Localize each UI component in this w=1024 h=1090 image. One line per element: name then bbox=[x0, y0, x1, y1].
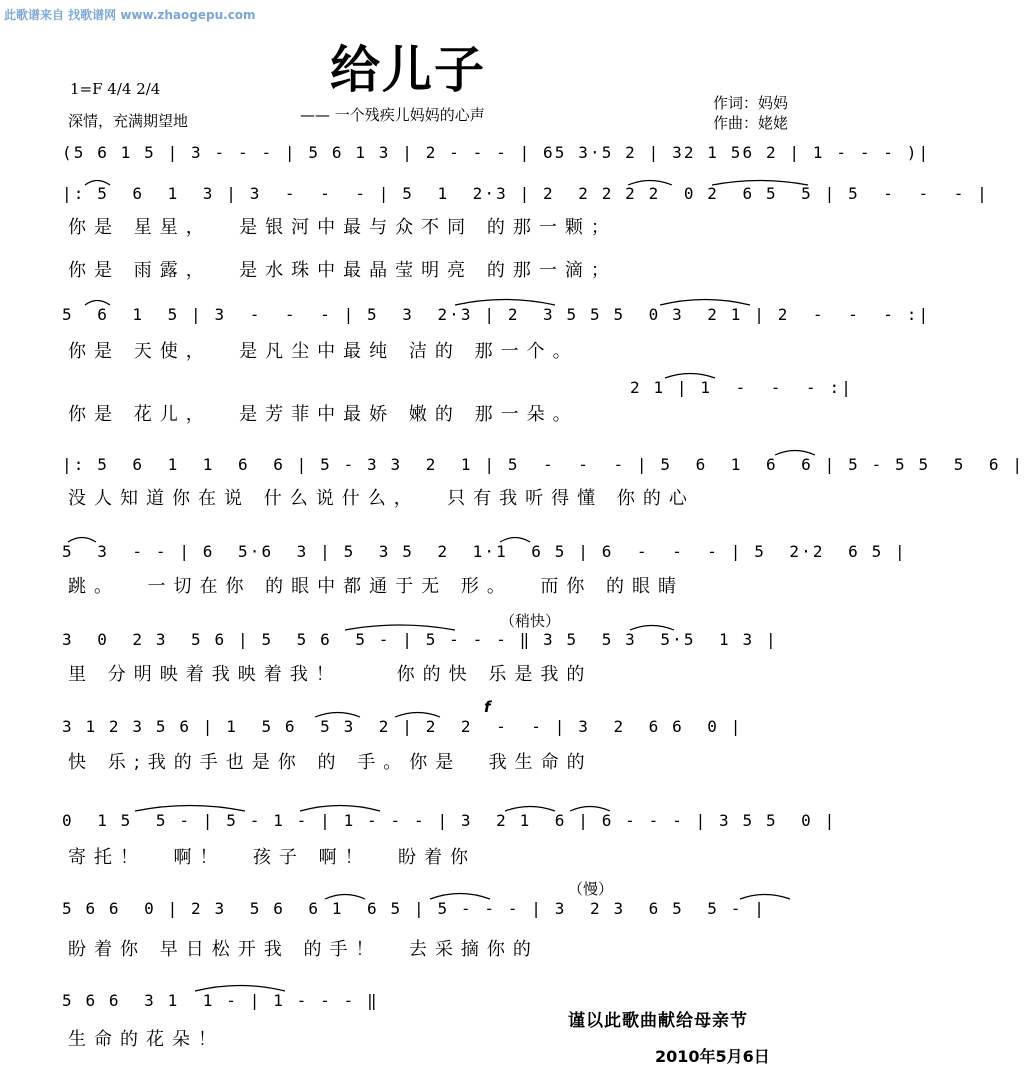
date: 2010年5月6日 bbox=[655, 1047, 770, 1066]
song-title: 给儿子 bbox=[330, 41, 486, 99]
lyric-line: 里 分明映着我映着我！ 你的快 乐是我的 bbox=[68, 664, 593, 685]
subtitle: —— 一个残疾儿妈妈的心声 bbox=[300, 106, 485, 124]
notation-row-intro: (5 6 1 5 | 3 - - - | 5 6 1 3 | 2 - - - | 65 3·5 2 | 32 1 56 2 | 1 - - - )| bbox=[62, 143, 931, 162]
lyric-line: 跳。 一切在你 的眼中都通于无 形。 而你 的眼睛 bbox=[68, 576, 685, 597]
notation-row-ending: 2 1 | 1 - - - :| bbox=[630, 378, 853, 397]
notation-row: 5 6 1 5 | 3 - - - | 5 3 2·3 | 2 3 5 5 5 0 3 2 1 | 2 - - - :| bbox=[62, 305, 931, 324]
notation-row: 5 6 6 0 | 2 3 5 6 6 1 6 5 | 5 - - - | 3 2 3 6 5 5 - | bbox=[62, 899, 766, 918]
lyric-line: 快 乐;我的手也是你 的 手。你是 我生命的 bbox=[68, 752, 593, 773]
notation-row: 3 1 2 3 5 6 | 1 5 6 5 3 2 | 2 2 - - | 3 2 6 6 0 | bbox=[62, 717, 743, 736]
notation-row: 5 3 - - | 6 5·6 3 | 5 3 5 2 1·1 6 5 | 6 - - - | 5 2·2 6 5 | bbox=[62, 542, 907, 561]
key-signature: 1=F 4/4 2/4 bbox=[70, 80, 161, 98]
dedication: 谨以此歌曲献给母亲节 bbox=[568, 1011, 748, 1031]
notation-row: 0 1 5 5 - | 5 - 1 - | 1 - - - | 3 2 1 6 | 6 - - - | 3 5 5 0 | bbox=[62, 811, 837, 830]
notation-row: |: 5 6 1 3 | 3 - - - | 5 1 2·3 | 2 2 2 2 2 0 2 6 5 5 | 5 - - - | bbox=[62, 184, 989, 203]
dynamic-forte: f bbox=[484, 698, 491, 716]
lyric-line: 你是 星星， 是银河中最与众不同 的那一颗； bbox=[68, 217, 617, 238]
lyric-line: 你是 雨露， 是水珠中最晶莹明亮 的那一滴； bbox=[68, 260, 617, 281]
lyric-line: 寄托！ 啊！ 孩子 啊！ 盼着你 bbox=[68, 847, 477, 868]
lyric-line: 生命的花朵！ bbox=[68, 1029, 224, 1050]
notation-row: 3 0 2 3 5 6 | 5 5 6 5 - | 5 - - - ‖ 3 5 5 3 5·5 1 3 | bbox=[62, 630, 778, 649]
tempo-mark-faster: （稍快） bbox=[500, 612, 561, 630]
composer-credit: 作曲：姥姥 bbox=[713, 114, 789, 132]
lyric-line: 你是 花儿， 是芳菲中最娇 嫩的 那一朵。 bbox=[68, 404, 579, 425]
watermark: 此歌谱来自 找歌谱网 www.zhaogepu.com bbox=[4, 8, 256, 22]
lyric-line: 没人知道你在说 什么说什么， 只有我听得懂 你的心 bbox=[68, 488, 695, 509]
tempo-mark-slower: （慢） bbox=[568, 880, 614, 898]
expression-mark: 深情，充满期望地 bbox=[68, 112, 189, 130]
lyricist-credit: 作词：妈妈 bbox=[713, 94, 789, 112]
lyric-line: 你是 天使， 是凡尘中最纯 洁的 那一个。 bbox=[68, 341, 579, 362]
lyric-line: 盼着你 早日松开我 的手！ 去采摘你的 bbox=[68, 939, 539, 960]
notation-row: |: 5 6 1 1 6 6 | 5 - 3 3 2 1 | 5 - - - | 5 6 1 6 6 | 5 - 5 5 5 6 | bbox=[62, 455, 1024, 474]
notation-row: 5 6 6 3 1 1 - | 1 - - - ‖ bbox=[62, 991, 379, 1010]
